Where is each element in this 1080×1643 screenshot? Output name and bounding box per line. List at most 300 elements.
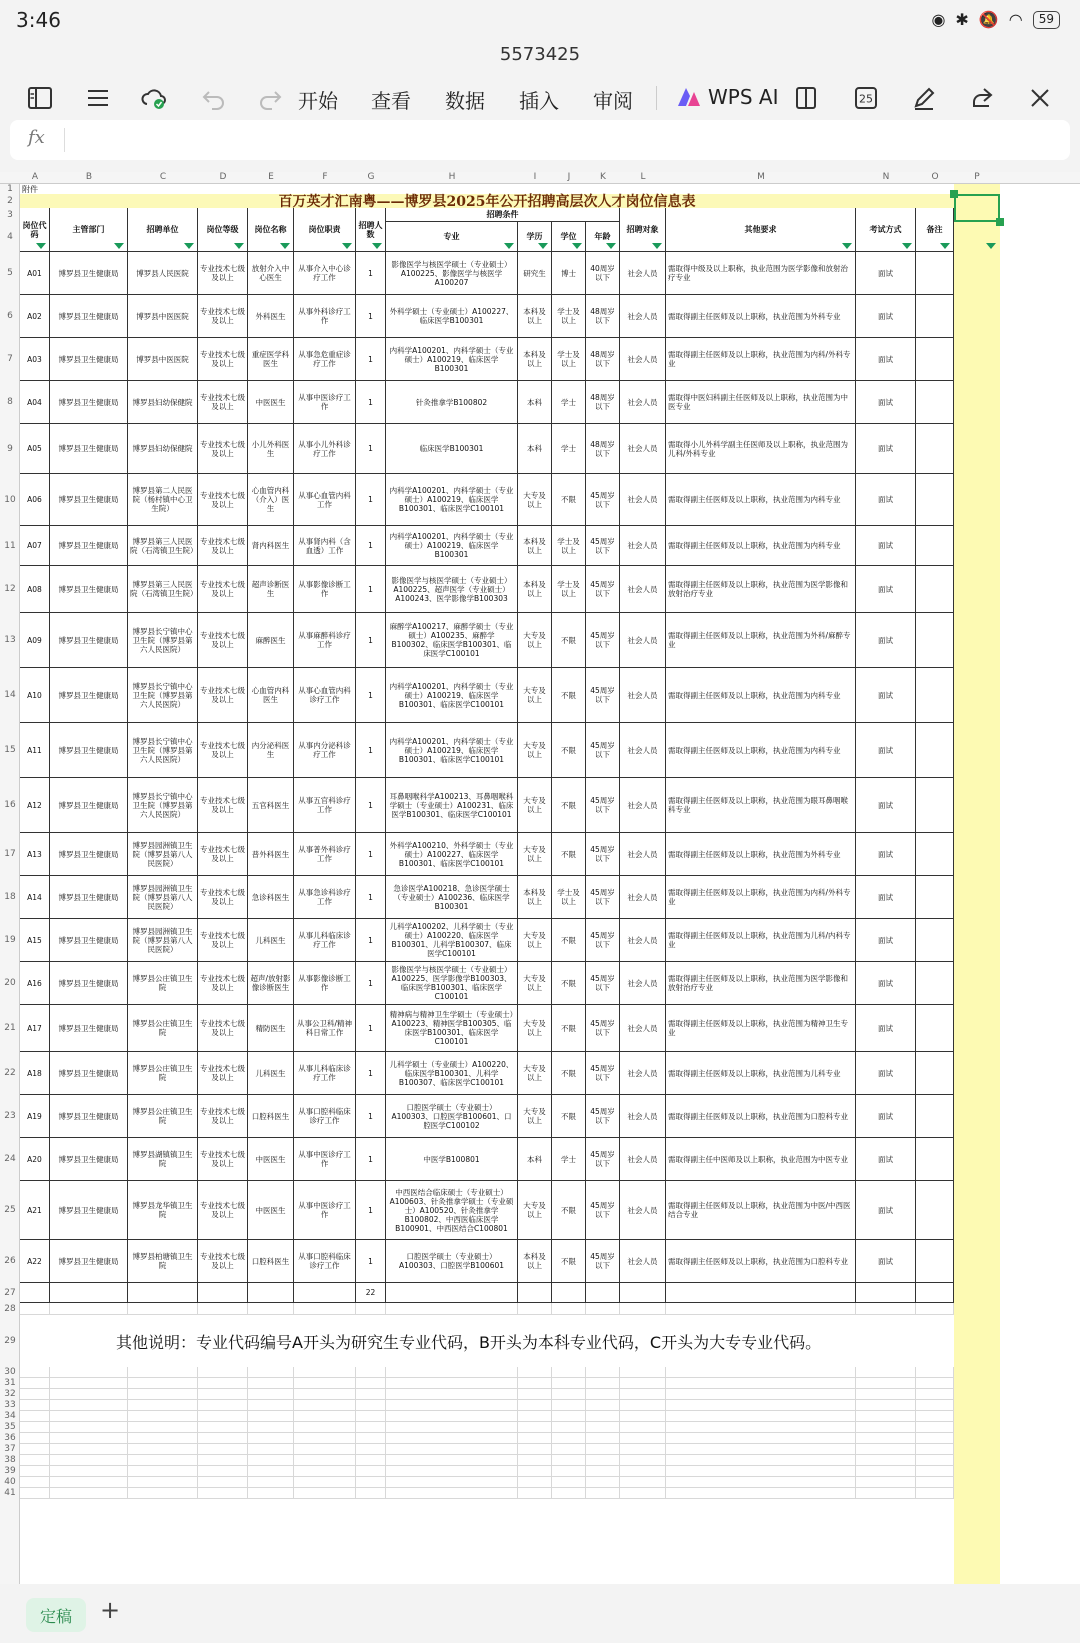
table-cell[interactable]: 45周岁以下 bbox=[586, 1181, 620, 1240]
table-cell[interactable]: 社会人员 bbox=[620, 474, 666, 526]
row-header-2[interactable]: 2 bbox=[7, 196, 13, 206]
empty-cell[interactable] bbox=[916, 1422, 954, 1433]
table-cell[interactable]: 本科及以上 bbox=[518, 295, 552, 338]
empty-cell[interactable] bbox=[518, 1389, 552, 1400]
table-cell[interactable]: 博罗县卫生健康局 bbox=[50, 566, 128, 613]
table-cell[interactable] bbox=[916, 424, 954, 474]
table-cell[interactable]: 不限 bbox=[552, 1181, 586, 1240]
column-header-a[interactable]: A bbox=[31, 172, 39, 182]
table-cell[interactable]: 小儿外科医生 bbox=[248, 424, 294, 474]
table-cell[interactable]: 大专及以上 bbox=[518, 919, 552, 962]
table-cell[interactable]: 45周岁以下 bbox=[586, 1052, 620, 1095]
table-cell[interactable]: A14 bbox=[20, 876, 50, 919]
table-cell[interactable]: 1 bbox=[356, 613, 386, 668]
table-cell[interactable]: 从事中医诊疗工作 bbox=[294, 381, 356, 424]
table-cell[interactable]: 从事外科诊疗工作 bbox=[294, 295, 356, 338]
table-cell[interactable]: 从事中医诊疗工作 bbox=[294, 1181, 356, 1240]
table-cell[interactable] bbox=[916, 1283, 954, 1303]
empty-cell[interactable] bbox=[356, 1411, 386, 1422]
table-cell[interactable]: 专业技术七级及以上 bbox=[198, 668, 248, 723]
table-cell[interactable]: 博罗县长宁镇中心卫生院（博罗县第六人民医院） bbox=[128, 778, 198, 833]
empty-cell[interactable] bbox=[128, 1303, 198, 1315]
table-cell[interactable]: 本科 bbox=[518, 381, 552, 424]
table-cell[interactable]: 博罗县第三人民医院（石湾镇卫生院） bbox=[128, 526, 198, 566]
empty-cell[interactable] bbox=[248, 1466, 294, 1477]
table-cell[interactable]: 本科及以上 bbox=[518, 566, 552, 613]
table-cell[interactable]: 博罗县妇幼保健院 bbox=[128, 381, 198, 424]
table-cell[interactable]: 1 bbox=[356, 566, 386, 613]
table-cell[interactable]: 学士及以上 bbox=[552, 566, 586, 613]
table-cell[interactable] bbox=[916, 1240, 954, 1283]
empty-cell[interactable] bbox=[198, 1433, 248, 1444]
filter-dropdown-icon[interactable] bbox=[234, 243, 244, 249]
header-major[interactable]: 专业 bbox=[386, 222, 518, 252]
table-cell[interactable]: A10 bbox=[20, 668, 50, 723]
empty-cell[interactable] bbox=[386, 1455, 518, 1466]
row-header-15[interactable]: 15 bbox=[4, 745, 16, 755]
table-cell[interactable]: 专业技术七级及以上 bbox=[198, 1005, 248, 1052]
empty-cell[interactable] bbox=[666, 1422, 856, 1433]
table-cell[interactable]: 从事公卫科/精神科日常工作 bbox=[294, 1005, 356, 1052]
row-header-27[interactable]: 27 bbox=[4, 1288, 16, 1298]
empty-cell[interactable] bbox=[128, 1422, 198, 1433]
empty-cell[interactable] bbox=[586, 1477, 620, 1488]
table-cell[interactable] bbox=[916, 962, 954, 1005]
empty-cell[interactable] bbox=[620, 1400, 666, 1411]
table-cell[interactable]: 45周岁以下 bbox=[586, 474, 620, 526]
table-cell[interactable]: 不限 bbox=[552, 613, 586, 668]
table-cell[interactable]: 影像医学与核医学硕士（专业硕士）A100225、影像医学与核医学 A100207 bbox=[386, 252, 518, 295]
table-cell[interactable]: 需取得副主任医师及以上职称，执业范围为眼耳鼻咽喉科专业 bbox=[666, 778, 856, 833]
empty-cell[interactable] bbox=[50, 1400, 128, 1411]
empty-cell[interactable] bbox=[620, 1444, 666, 1455]
table-cell[interactable] bbox=[20, 1283, 50, 1303]
empty-cell[interactable] bbox=[128, 1488, 198, 1499]
empty-cell[interactable] bbox=[856, 1303, 916, 1315]
table-cell[interactable] bbox=[916, 252, 954, 295]
table-cell[interactable]: A12 bbox=[20, 778, 50, 833]
tab-data[interactable]: 数据 bbox=[445, 89, 485, 113]
table-cell[interactable] bbox=[916, 1095, 954, 1138]
table-cell[interactable]: 社会人员 bbox=[620, 1052, 666, 1095]
row-header-9[interactable]: 9 bbox=[7, 444, 13, 454]
table-cell[interactable]: 从事儿科临床诊疗工作 bbox=[294, 919, 356, 962]
table-cell[interactable]: 1 bbox=[356, 338, 386, 381]
table-cell[interactable]: 需取得副主任医师及以上职称，执业范围为精神卫生专业 bbox=[666, 1005, 856, 1052]
table-cell[interactable]: 需取得副主任医师及以上职称，执业范围为医学影像和放射治疗专业 bbox=[666, 566, 856, 613]
empty-cell[interactable] bbox=[248, 1378, 294, 1389]
empty-cell[interactable] bbox=[552, 1455, 586, 1466]
table-cell[interactable]: 社会人员 bbox=[620, 424, 666, 474]
filter-dropdown-icon[interactable] bbox=[842, 243, 852, 249]
table-cell[interactable]: A05 bbox=[20, 424, 50, 474]
table-cell[interactable]: 40周岁以下 bbox=[586, 252, 620, 295]
table-cell[interactable]: 从事肾内科（含血透）工作 bbox=[294, 526, 356, 566]
table-cell[interactable]: 不限 bbox=[552, 668, 586, 723]
row-header-8[interactable]: 8 bbox=[7, 397, 13, 407]
table-cell[interactable]: 从事口腔科临床诊疗工作 bbox=[294, 1240, 356, 1283]
table-cell[interactable]: A11 bbox=[20, 723, 50, 778]
empty-cell[interactable] bbox=[586, 1389, 620, 1400]
table-cell[interactable]: 从事心血管内科工作 bbox=[294, 474, 356, 526]
table-cell[interactable]: 不限 bbox=[552, 919, 586, 962]
row-header-28[interactable]: 28 bbox=[4, 1304, 16, 1314]
empty-cell[interactable] bbox=[248, 1303, 294, 1315]
table-cell[interactable]: 麻醉学A100217、麻醉学硕士（专业硕士）A100235、麻醉学B100302、临床医学B100301、临床医学C100101 bbox=[386, 613, 518, 668]
table-cell[interactable]: 博罗县卫生健康局 bbox=[50, 526, 128, 566]
table-cell[interactable]: 从事内分泌科诊疗工作 bbox=[294, 723, 356, 778]
table-cell[interactable]: 博罗县长宁镇中心卫生院（博罗县第六人民医院） bbox=[128, 723, 198, 778]
empty-cell[interactable] bbox=[50, 1444, 128, 1455]
table-cell[interactable] bbox=[916, 474, 954, 526]
empty-cell[interactable] bbox=[356, 1466, 386, 1477]
empty-cell[interactable] bbox=[856, 1367, 916, 1378]
table-cell[interactable]: 1 bbox=[356, 1240, 386, 1283]
table-cell[interactable]: 需取得副主任医师及以上职称，执业范围为外科专业 bbox=[666, 833, 856, 876]
empty-cell[interactable] bbox=[856, 1433, 916, 1444]
table-cell[interactable]: 专业技术七级及以上 bbox=[198, 778, 248, 833]
empty-cell[interactable] bbox=[386, 1411, 518, 1422]
table-cell[interactable]: 需取得副主任中医师及以上职称，执业范围为中医专业 bbox=[666, 1138, 856, 1181]
empty-cell[interactable] bbox=[620, 1411, 666, 1422]
table-cell[interactable]: 外科医生 bbox=[248, 295, 294, 338]
empty-cell[interactable] bbox=[294, 1303, 356, 1315]
empty-cell[interactable] bbox=[356, 1444, 386, 1455]
table-cell[interactable]: 内科学A100201、内科学硕士（专业硕士）A100219、临床医学B100301 bbox=[386, 526, 518, 566]
empty-cell[interactable] bbox=[386, 1477, 518, 1488]
column-header-p[interactable]: P bbox=[974, 172, 980, 182]
header-exam[interactable]: 考试方式 bbox=[856, 208, 916, 252]
row-header-19[interactable]: 19 bbox=[4, 935, 16, 945]
table-cell[interactable] bbox=[916, 338, 954, 381]
empty-cell[interactable] bbox=[856, 1422, 916, 1433]
table-cell[interactable]: 1 bbox=[356, 919, 386, 962]
empty-cell[interactable] bbox=[586, 1400, 620, 1411]
menu-icon[interactable] bbox=[78, 76, 118, 120]
table-cell[interactable]: 社会人员 bbox=[620, 566, 666, 613]
filter-dropdown-icon[interactable] bbox=[652, 243, 662, 249]
table-cell[interactable]: 外科学硕士（专业硕士）A100227、临床医学B100301 bbox=[386, 295, 518, 338]
empty-cell[interactable] bbox=[198, 1400, 248, 1411]
empty-cell[interactable] bbox=[20, 1433, 50, 1444]
empty-cell[interactable] bbox=[356, 1389, 386, 1400]
table-cell[interactable]: 面试 bbox=[856, 668, 916, 723]
table-cell[interactable]: A15 bbox=[20, 919, 50, 962]
column-header-e[interactable]: E bbox=[268, 172, 274, 182]
close-icon[interactable] bbox=[1020, 76, 1060, 120]
filter-dropdown-icon[interactable] bbox=[902, 243, 912, 249]
header-count[interactable]: 招聘人数 bbox=[356, 208, 386, 252]
table-cell[interactable]: 口腔医学硕士（专业硕士）A100303、口腔医学B100601、口腔医学C100102 bbox=[386, 1095, 518, 1138]
table-cell[interactable]: A13 bbox=[20, 833, 50, 876]
table-cell[interactable]: 学士 bbox=[552, 381, 586, 424]
empty-cell[interactable] bbox=[128, 1444, 198, 1455]
empty-cell[interactable] bbox=[552, 1411, 586, 1422]
table-cell[interactable]: 从事五官科诊疗工作 bbox=[294, 778, 356, 833]
row-header-12[interactable]: 12 bbox=[4, 584, 16, 594]
wps-ai-button[interactable] bbox=[676, 85, 778, 109]
table-cell[interactable]: 大专及以上 bbox=[518, 1181, 552, 1240]
filter-dropdown-icon[interactable] bbox=[504, 243, 514, 249]
header-other[interactable]: 其他要求 bbox=[666, 208, 856, 252]
table-cell[interactable]: 面试 bbox=[856, 962, 916, 1005]
empty-cell[interactable] bbox=[128, 1367, 198, 1378]
row-header-6[interactable]: 6 bbox=[7, 311, 13, 321]
table-cell[interactable]: 1 bbox=[356, 876, 386, 919]
empty-cell[interactable] bbox=[552, 1444, 586, 1455]
table-cell[interactable]: 博罗县卫生健康局 bbox=[50, 1181, 128, 1240]
header-remark[interactable]: 备注 bbox=[916, 208, 954, 252]
empty-cell[interactable] bbox=[916, 1477, 954, 1488]
empty-cell[interactable] bbox=[666, 1400, 856, 1411]
table-cell[interactable]: 口腔科医生 bbox=[248, 1095, 294, 1138]
empty-cell[interactable] bbox=[356, 1422, 386, 1433]
empty-cell[interactable] bbox=[916, 1400, 954, 1411]
empty-cell[interactable] bbox=[356, 1488, 386, 1499]
empty-cell[interactable] bbox=[518, 1400, 552, 1411]
table-cell[interactable]: 1 bbox=[356, 723, 386, 778]
table-cell[interactable]: A21 bbox=[20, 1181, 50, 1240]
table-cell[interactable]: 社会人员 bbox=[620, 295, 666, 338]
table-cell[interactable]: 中医医生 bbox=[248, 381, 294, 424]
empty-cell[interactable] bbox=[128, 1389, 198, 1400]
table-cell[interactable]: A04 bbox=[20, 381, 50, 424]
table-cell[interactable]: 面试 bbox=[856, 381, 916, 424]
table-cell[interactable]: 社会人员 bbox=[620, 613, 666, 668]
table-cell[interactable]: 大专及以上 bbox=[518, 1005, 552, 1052]
table-cell[interactable]: 从事心血管内科诊疗工作 bbox=[294, 668, 356, 723]
table-cell[interactable]: 社会人员 bbox=[620, 919, 666, 962]
empty-cell[interactable] bbox=[20, 1488, 50, 1499]
table-cell[interactable]: 从事中医诊疗工作 bbox=[294, 1138, 356, 1181]
table-cell[interactable]: 面试 bbox=[856, 1052, 916, 1095]
empty-cell[interactable] bbox=[50, 1303, 128, 1315]
table-cell[interactable]: 大专及以上 bbox=[518, 474, 552, 526]
table-cell[interactable]: 博罗县卫生健康局 bbox=[50, 338, 128, 381]
table-cell[interactable]: 博罗县第三人民医院（石湾镇卫生院） bbox=[128, 566, 198, 613]
table-cell[interactable]: 社会人员 bbox=[620, 381, 666, 424]
table-cell[interactable] bbox=[916, 613, 954, 668]
empty-cell[interactable] bbox=[20, 1477, 50, 1488]
empty-cell[interactable] bbox=[666, 1389, 856, 1400]
empty-cell[interactable] bbox=[128, 1378, 198, 1389]
empty-cell[interactable] bbox=[50, 1488, 128, 1499]
empty-cell[interactable] bbox=[356, 1400, 386, 1411]
table-cell[interactable]: 本科及以上 bbox=[518, 1240, 552, 1283]
row-header-38[interactable]: 38 bbox=[4, 1455, 16, 1465]
empty-cell[interactable] bbox=[856, 1389, 916, 1400]
empty-cell[interactable] bbox=[666, 1303, 856, 1315]
table-cell[interactable]: 针灸推拿学B100802 bbox=[386, 381, 518, 424]
table-cell[interactable]: 临床医学B100301 bbox=[386, 424, 518, 474]
table-cell[interactable] bbox=[916, 1052, 954, 1095]
empty-cell[interactable] bbox=[552, 1400, 586, 1411]
empty-cell[interactable] bbox=[294, 1455, 356, 1466]
table-cell[interactable]: 1 bbox=[356, 252, 386, 295]
empty-cell[interactable] bbox=[666, 1488, 856, 1499]
table-cell[interactable]: 面试 bbox=[856, 338, 916, 381]
empty-cell[interactable] bbox=[198, 1477, 248, 1488]
table-cell[interactable]: 专业技术七级及以上 bbox=[198, 424, 248, 474]
table-cell[interactable] bbox=[916, 876, 954, 919]
empty-cell[interactable] bbox=[386, 1400, 518, 1411]
empty-cell[interactable] bbox=[620, 1367, 666, 1378]
column-header-f[interactable]: F bbox=[322, 172, 328, 182]
row-header-18[interactable]: 18 bbox=[4, 892, 16, 902]
empty-cell[interactable] bbox=[518, 1466, 552, 1477]
filter-dropdown-icon[interactable] bbox=[372, 243, 382, 249]
table-cell[interactable]: 博罗县园洲镇卫生院（博罗县第八人民医院） bbox=[128, 876, 198, 919]
table-cell[interactable]: 面试 bbox=[856, 1005, 916, 1052]
empty-cell[interactable] bbox=[620, 1422, 666, 1433]
table-cell[interactable]: 内科学A100201、内科学硕士（专业硕士）A100219、临床医学B100301、临床医学C100101 bbox=[386, 723, 518, 778]
spreadsheet-grid[interactable] bbox=[0, 172, 1080, 1584]
table-cell[interactable]: 社会人员 bbox=[620, 526, 666, 566]
empty-cell[interactable] bbox=[620, 1378, 666, 1389]
table-cell[interactable]: 博罗县卫生健康局 bbox=[50, 381, 128, 424]
empty-cell[interactable] bbox=[294, 1488, 356, 1499]
empty-cell[interactable] bbox=[198, 1455, 248, 1466]
empty-cell[interactable] bbox=[552, 1422, 586, 1433]
table-cell[interactable]: 本科 bbox=[518, 424, 552, 474]
header-conditions[interactable]: 招聘条件 bbox=[386, 208, 620, 222]
cloud-saved-icon[interactable] bbox=[134, 76, 174, 120]
table-cell[interactable]: 需取得副主任医师及以上职称，执业范围为内科专业 bbox=[666, 474, 856, 526]
table-cell[interactable]: 社会人员 bbox=[620, 338, 666, 381]
table-cell[interactable]: 社会人员 bbox=[620, 668, 666, 723]
table-cell[interactable]: 面试 bbox=[856, 566, 916, 613]
table-cell[interactable]: 儿科学硕士（专业硕士）A100220、临床医学B100301、儿科学B100307、临床医学C100101 bbox=[386, 1052, 518, 1095]
table-cell[interactable] bbox=[916, 919, 954, 962]
empty-cell[interactable] bbox=[518, 1488, 552, 1499]
empty-cell[interactable] bbox=[386, 1378, 518, 1389]
empty-cell[interactable] bbox=[356, 1378, 386, 1389]
empty-cell[interactable] bbox=[518, 1411, 552, 1422]
column-header-b[interactable]: B bbox=[85, 172, 93, 182]
empty-cell[interactable] bbox=[128, 1411, 198, 1422]
row-header-32[interactable]: 32 bbox=[4, 1389, 16, 1399]
table-cell[interactable]: 专业技术七级及以上 bbox=[198, 723, 248, 778]
table-cell[interactable]: A19 bbox=[20, 1095, 50, 1138]
empty-cell[interactable] bbox=[356, 1433, 386, 1444]
empty-cell[interactable] bbox=[386, 1466, 518, 1477]
empty-cell[interactable] bbox=[552, 1367, 586, 1378]
table-cell[interactable]: 学士及以上 bbox=[552, 338, 586, 381]
table-cell[interactable]: 面试 bbox=[856, 778, 916, 833]
sidebar-toggle-icon[interactable] bbox=[20, 76, 60, 120]
empty-cell[interactable] bbox=[386, 1488, 518, 1499]
table-cell[interactable]: 博罗县卫生健康局 bbox=[50, 1005, 128, 1052]
empty-cell[interactable] bbox=[248, 1433, 294, 1444]
row-header-39[interactable]: 39 bbox=[4, 1466, 16, 1476]
empty-cell[interactable] bbox=[198, 1444, 248, 1455]
empty-cell[interactable] bbox=[50, 1411, 128, 1422]
table-cell[interactable]: 博罗县卫生健康局 bbox=[50, 613, 128, 668]
table-cell[interactable]: 中西医结合临床硕士（专业硕士）A100603、针灸推拿学硕士（专业硕士）A100520、针灸推拿学B100802、中西医临床医学B100901、中西医结合C100801 bbox=[386, 1181, 518, 1240]
empty-cell[interactable] bbox=[620, 1455, 666, 1466]
table-cell[interactable]: 专业技术七级及以上 bbox=[198, 833, 248, 876]
attachment-label[interactable]: 附件 bbox=[22, 184, 38, 194]
table-cell[interactable]: 需取得副主任医师及以上职称，执业范围为医学影像和放射治疗专业 bbox=[666, 962, 856, 1005]
table-cell[interactable]: 需取得副主任医师及以上职称，执业范围为外科/麻醉专业 bbox=[666, 613, 856, 668]
table-cell[interactable]: 心血管内科医生 bbox=[248, 668, 294, 723]
table-cell[interactable]: 大专及以上 bbox=[518, 1052, 552, 1095]
sheet-tab-active[interactable]: 定稿 bbox=[26, 1598, 86, 1632]
table-cell[interactable]: 博罗县妇幼保健院 bbox=[128, 424, 198, 474]
table-cell[interactable]: 社会人员 bbox=[620, 1138, 666, 1181]
column-header-m[interactable]: M bbox=[757, 172, 765, 182]
table-cell[interactable]: 面试 bbox=[856, 1240, 916, 1283]
table-cell[interactable]: 1 bbox=[356, 1138, 386, 1181]
table-cell[interactable] bbox=[916, 381, 954, 424]
share-icon[interactable] bbox=[962, 76, 1002, 120]
tab-review[interactable]: 审阅 bbox=[593, 89, 633, 113]
table-cell[interactable]: 精神病与精神卫生学硕士（专业硕士）A100223、精神医学B100305、临床医学B100301、临床医学C100101 bbox=[386, 1005, 518, 1052]
empty-cell[interactable] bbox=[916, 1433, 954, 1444]
empty-cell[interactable] bbox=[20, 1378, 50, 1389]
table-cell[interactable] bbox=[586, 1283, 620, 1303]
table-cell[interactable]: 1 bbox=[356, 424, 386, 474]
empty-cell[interactable] bbox=[518, 1477, 552, 1488]
filter-dropdown-icon[interactable] bbox=[606, 243, 616, 249]
empty-cell[interactable] bbox=[128, 1466, 198, 1477]
table-cell[interactable]: 48周岁以下 bbox=[586, 424, 620, 474]
row-header-20[interactable]: 20 bbox=[4, 978, 16, 988]
table-cell[interactable]: 1 bbox=[356, 295, 386, 338]
table-cell[interactable]: 口腔医学硕士（专业硕士）A100303、口腔医学B100601 bbox=[386, 1240, 518, 1283]
table-cell[interactable]: A08 bbox=[20, 566, 50, 613]
filter-dropdown-icon[interactable] bbox=[572, 243, 582, 249]
empty-cell[interactable] bbox=[552, 1488, 586, 1499]
empty-cell[interactable] bbox=[294, 1444, 356, 1455]
table-cell[interactable]: 本科及以上 bbox=[518, 876, 552, 919]
table-cell[interactable]: 从事口腔科临床诊疗工作 bbox=[294, 1095, 356, 1138]
row-header-10[interactable]: 10 bbox=[4, 495, 16, 505]
table-cell[interactable] bbox=[128, 1283, 198, 1303]
table-cell[interactable]: 社会人员 bbox=[620, 778, 666, 833]
table-cell[interactable]: 专业技术七级及以上 bbox=[198, 526, 248, 566]
table-cell[interactable]: 社会人员 bbox=[620, 1095, 666, 1138]
empty-cell[interactable] bbox=[586, 1411, 620, 1422]
column-header-l[interactable]: L bbox=[640, 172, 646, 182]
row-header-16[interactable]: 16 bbox=[4, 800, 16, 810]
table-cell[interactable]: 需取得副主任医师及以上职称，执业范围为儿科/内科专业 bbox=[666, 919, 856, 962]
empty-cell[interactable] bbox=[620, 1488, 666, 1499]
table-cell[interactable]: 专业技术七级及以上 bbox=[198, 1181, 248, 1240]
column-header-k[interactable]: K bbox=[600, 172, 606, 182]
table-cell[interactable]: 博罗县园洲镇卫生院（博罗县第八人民医院） bbox=[128, 833, 198, 876]
table-cell[interactable]: 内分泌科医生 bbox=[248, 723, 294, 778]
empty-cell[interactable] bbox=[20, 1466, 50, 1477]
table-cell[interactable] bbox=[620, 1283, 666, 1303]
empty-cell[interactable] bbox=[386, 1422, 518, 1433]
column-header-g[interactable]: G bbox=[367, 172, 375, 182]
table-cell[interactable]: 45周岁以下 bbox=[586, 778, 620, 833]
table-cell[interactable]: 专业技术七级及以上 bbox=[198, 1138, 248, 1181]
row-header-24[interactable]: 24 bbox=[4, 1154, 16, 1164]
table-cell[interactable]: 麻醉医生 bbox=[248, 613, 294, 668]
table-cell[interactable]: 中医学B100801 bbox=[386, 1138, 518, 1181]
filter-dropdown-icon[interactable] bbox=[114, 243, 124, 249]
table-cell[interactable]: 博罗县园洲镇卫生院（博罗县第八人民医院） bbox=[128, 919, 198, 962]
table-cell[interactable]: 专业技术七级及以上 bbox=[198, 338, 248, 381]
empty-cell[interactable] bbox=[50, 1433, 128, 1444]
table-cell[interactable]: 大专及以上 bbox=[518, 723, 552, 778]
redo-icon[interactable] bbox=[250, 76, 290, 120]
empty-cell[interactable] bbox=[248, 1400, 294, 1411]
table-cell[interactable] bbox=[916, 778, 954, 833]
table-cell[interactable]: 从事急诊科诊疗工作 bbox=[294, 876, 356, 919]
